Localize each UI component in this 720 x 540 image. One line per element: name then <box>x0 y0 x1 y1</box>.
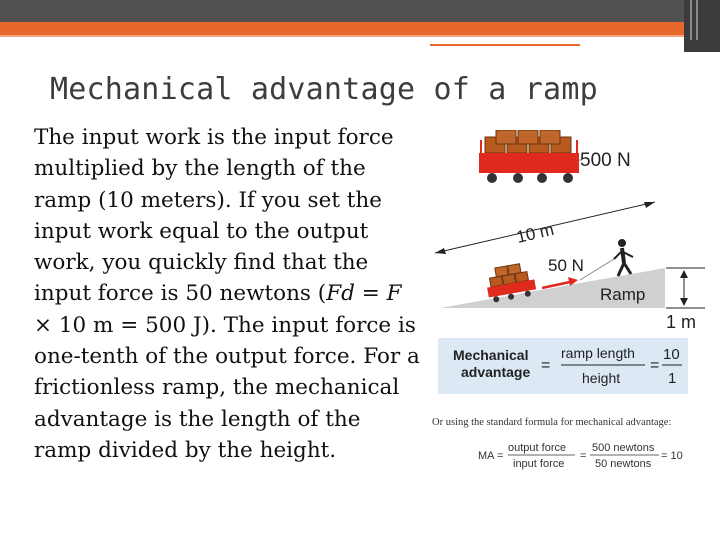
ma-label-line1: Mechanical <box>453 347 529 363</box>
newtons-500-term: 500 newtons <box>592 442 655 454</box>
force-50n-label: 50 N <box>548 256 584 275</box>
body-rest: × 10 m = 500 J). The input force is one-tenth of the output force. For a frictionless ramp, the mechanical advantage is the length of the ramp divided by the height. <box>34 312 420 463</box>
input-force-term: input force <box>513 458 565 470</box>
ma-equals-1: = <box>541 357 551 374</box>
ramp-length-label: 10 m <box>514 219 556 247</box>
ma-equals-3: = <box>580 450 587 462</box>
height-term: height <box>582 370 621 386</box>
corner-decoration <box>684 0 720 52</box>
fd-symbol: Fd <box>326 281 355 307</box>
ramp-label: Ramp <box>600 285 646 304</box>
accent-divider <box>0 35 720 37</box>
top-cart <box>479 130 579 183</box>
ramp-figure <box>430 130 720 480</box>
person-figure <box>580 239 633 280</box>
height-label: 1 m <box>666 312 697 332</box>
accent-underline <box>430 44 580 46</box>
ma-result: = 10 <box>661 450 683 462</box>
force-500n-label: 500 N <box>580 150 631 171</box>
ratio-numerator: 10 <box>663 346 680 363</box>
body-text <box>34 122 424 466</box>
ma-symbol: MA = <box>478 450 504 462</box>
ramp-length-term: ramp length <box>561 345 635 361</box>
top-bar <box>0 0 720 22</box>
equals-sign: = <box>354 281 387 307</box>
ratio-denominator: 1 <box>668 370 677 387</box>
newtons-50-term: 50 newtons <box>595 458 652 470</box>
f-symbol: F <box>386 281 402 307</box>
body-intro: The input work is the input force multiplied by the length of the ramp (10 meters). If you set the input work equal to the output work, you quickly find that the input force is 50 newtons ( <box>34 125 394 307</box>
output-force-term: output force <box>508 442 567 454</box>
slide-title: Mechanical advantage of a ramp <box>50 72 598 107</box>
accent-bar <box>0 22 720 35</box>
ma-equals-2: = <box>650 357 660 374</box>
ma-label-line2: advantage <box>461 364 531 380</box>
standard-formula-caption: Or using the standard formula for mechanical advantage: <box>432 417 672 428</box>
